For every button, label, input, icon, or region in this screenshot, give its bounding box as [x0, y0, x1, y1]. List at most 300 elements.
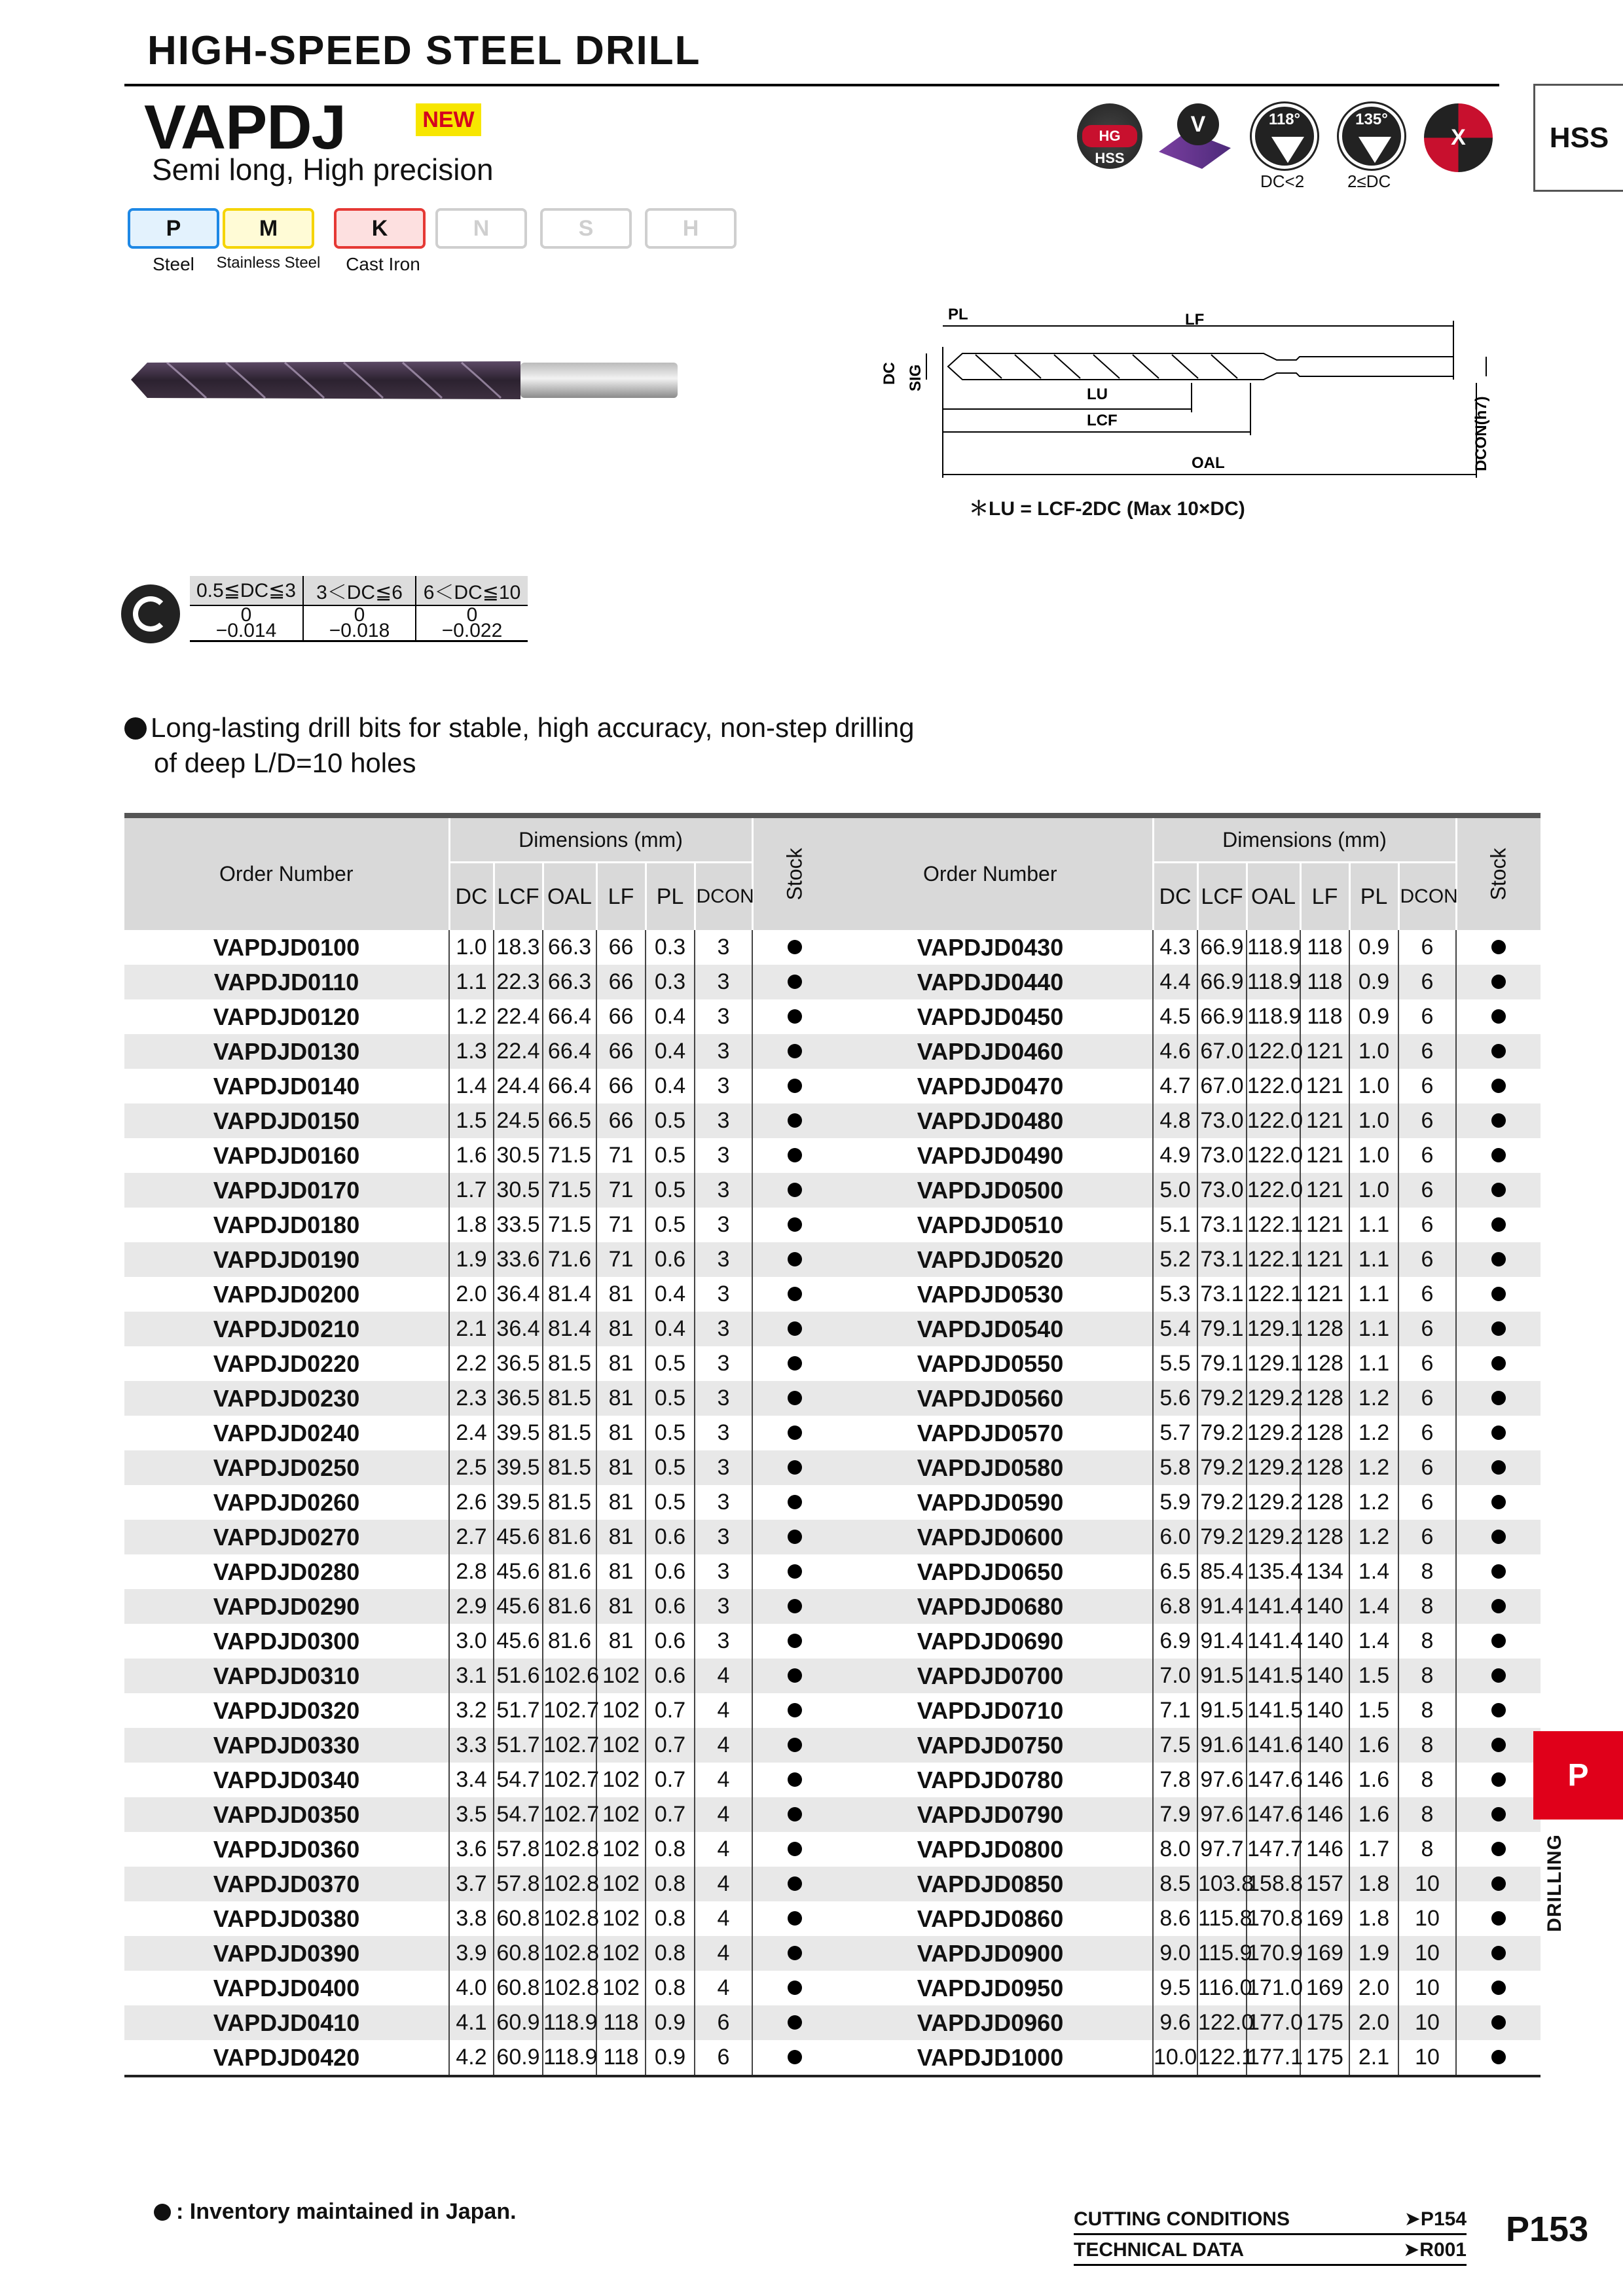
cell-pl: 0.4	[646, 1312, 695, 1346]
stock-cell	[1456, 965, 1541, 999]
material-tab-p[interactable]: P	[128, 208, 219, 249]
order-number[interactable]: VAPDJD0110	[213, 968, 359, 996]
cell-oal: 118.9	[543, 2040, 596, 2076]
table-row	[124, 1971, 837, 2005]
section-label	[1532, 1833, 1611, 1931]
stock-dot-icon	[1491, 2050, 1506, 2064]
material-tab-n[interactable]: N	[435, 208, 527, 249]
cell-dc: 5.9	[1153, 1485, 1197, 1520]
cell-dcon: 6	[695, 2005, 752, 2040]
cell-lf: 121	[1300, 1138, 1349, 1173]
cell-lcf: 66.9	[1197, 965, 1247, 999]
cell-oal: 170.9	[1247, 1936, 1300, 1971]
table-row	[124, 1485, 837, 1520]
cell-lcf: 97.6	[1197, 1797, 1247, 1832]
order-number[interactable]: VAPDJD0200	[213, 1280, 360, 1308]
cell-pl: 0.9	[1349, 930, 1398, 965]
cell-pl: 0.9	[1349, 965, 1398, 999]
stock-dot-icon	[1491, 1703, 1506, 1717]
table-row	[124, 1693, 837, 1728]
hg-hss-icon	[1077, 103, 1142, 169]
order-number[interactable]: VAPDJD0250	[213, 1454, 360, 1481]
cell-pl: 1.8	[1349, 1901, 1398, 1936]
order-number[interactable]: VAPDJD0240	[213, 1419, 360, 1446]
order-number[interactable]: VAPDJD0530	[917, 1280, 1064, 1308]
table-row	[828, 1173, 1541, 1208]
cell-lcf: 91.4	[1197, 1589, 1247, 1624]
cell-lcf: 57.8	[494, 1832, 543, 1867]
cell-dcon: 8	[1398, 1728, 1456, 1763]
cell-dc: 1.5	[449, 1103, 494, 1138]
order-number[interactable]: VAPDJD0300	[213, 1627, 360, 1655]
tol-value	[416, 605, 528, 641]
order-number[interactable]: VAPDJD0570	[917, 1419, 1064, 1446]
cell-dc: 4.1	[449, 2005, 494, 2040]
order-number[interactable]: VAPDJD0550	[917, 1350, 1064, 1377]
cell-dcon: 10	[1398, 1901, 1456, 1936]
cell-lf: 81	[596, 1277, 646, 1312]
order-number[interactable]: VAPDJD0510	[917, 1211, 1064, 1238]
stock-cell	[1456, 1520, 1541, 1554]
order-number[interactable]: VAPDJD0540	[917, 1315, 1064, 1342]
cell-oal: 81.5	[543, 1381, 596, 1416]
cell-oal: 102.8	[543, 1971, 596, 2005]
order-number[interactable]: VAPDJD0450	[917, 1003, 1064, 1030]
order-number[interactable]: VAPDJD0380	[213, 1905, 360, 1932]
stock-cell	[752, 1346, 837, 1381]
cell-dc: 4.2	[449, 2040, 494, 2076]
cell-lcf: 79.2	[1197, 1381, 1247, 1416]
cell-dc: 2.0	[449, 1277, 494, 1312]
order-number[interactable]: VAPDJD0590	[917, 1488, 1064, 1516]
cell-dc: 3.5	[449, 1797, 494, 1832]
material-label: Cast Iron	[346, 254, 420, 274]
order-number[interactable]: VAPDJD0190	[213, 1246, 360, 1273]
stock-dot-icon	[1491, 1981, 1506, 1995]
order-number[interactable]: VAPDJD0800	[917, 1835, 1064, 1863]
order-number[interactable]: VAPDJD0360	[213, 1835, 360, 1863]
cell-oal: 81.4	[543, 1277, 596, 1312]
stock-cell	[1456, 1901, 1541, 1936]
order-number[interactable]: VAPDJD0650	[917, 1558, 1064, 1585]
col-header-dc: DC	[449, 863, 494, 931]
table-row	[828, 999, 1541, 1034]
cell-lf: 102	[596, 1797, 646, 1832]
tolerance-table	[190, 576, 528, 642]
cell-oal: 129.2	[1247, 1416, 1300, 1450]
order-number[interactable]: VAPDJD0280	[213, 1558, 360, 1585]
table-row	[828, 1901, 1541, 1936]
cell-oal: 141.5	[1247, 1659, 1300, 1693]
material-label: Stainless Steel	[216, 254, 321, 272]
tol-lower: −0.018	[329, 620, 390, 641]
cell-lcf: 39.5	[494, 1485, 543, 1520]
stock-cell	[1456, 1624, 1541, 1659]
order-number[interactable]: VAPDJD0130	[213, 1037, 360, 1065]
table-row	[124, 1277, 837, 1312]
cell-lf: 157	[1300, 1867, 1349, 1901]
cell-oal: 158.8	[1247, 1867, 1300, 1901]
cell-lcf: 122.1	[1197, 2040, 1247, 2076]
stock-dot-icon	[1491, 1634, 1506, 1648]
order-number[interactable]: VAPDJD0520	[917, 1246, 1064, 1273]
cell-lcf: 30.5	[494, 1173, 543, 1208]
stock-cell	[1456, 1867, 1541, 1901]
cell-dcon: 8	[1398, 1693, 1456, 1728]
order-number[interactable]: VAPDJD0310	[213, 1662, 360, 1689]
angle2-label: 135°	[1355, 111, 1388, 128]
stock-cell	[752, 999, 837, 1034]
cell-lcf: 79.2	[1197, 1450, 1247, 1485]
material-tab-k[interactable]: K	[334, 208, 426, 249]
cell-pl: 1.0	[1349, 1173, 1398, 1208]
stock-cell	[752, 2040, 837, 2076]
stock-cell	[1456, 1034, 1541, 1069]
order-number[interactable]: VAPDJD0150	[213, 1107, 360, 1134]
cell-dc: 6.5	[1153, 1554, 1197, 1589]
cell-lf: 81	[596, 1346, 646, 1381]
cell-pl: 1.1	[1349, 1346, 1398, 1381]
cell-lf: 81	[596, 1520, 646, 1554]
link-label: CUTTING CONDITIONS	[1074, 2208, 1290, 2230]
order-number[interactable]: VAPDJD0900	[917, 1939, 1064, 1967]
cell-lf: 121	[1300, 1034, 1349, 1069]
cell-lcf: 39.5	[494, 1416, 543, 1450]
order-number[interactable]: VAPDJD0700	[917, 1662, 1064, 1689]
order-number[interactable]: VAPDJD0950	[917, 1974, 1064, 2001]
cell-pl: 0.5	[646, 1346, 695, 1381]
cell-lcf: 67.0	[1197, 1034, 1247, 1069]
stock-dot-icon	[1491, 1321, 1506, 1336]
stock-dot-icon	[788, 1564, 802, 1579]
cell-lcf: 91.5	[1197, 1659, 1247, 1693]
cell-dcon: 4	[695, 1971, 752, 2005]
cell-dc: 2.4	[449, 1416, 494, 1450]
stock-dot-icon	[788, 975, 802, 989]
order-number[interactable]: VAPDJD0470	[917, 1072, 1064, 1100]
stock-dot-icon	[788, 1079, 802, 1093]
table-row	[124, 1554, 837, 1589]
cell-pl: 2.1	[1349, 2040, 1398, 2076]
table-row	[828, 1832, 1541, 1867]
col-header-oal: OAL	[1247, 863, 1300, 931]
order-number-header: Order Number	[828, 818, 1153, 930]
stock-cell	[752, 2005, 837, 2040]
x-thinning-icon: X	[1424, 103, 1493, 172]
cell-dcon: 4	[695, 1832, 752, 1867]
cell-dcon: 6	[1398, 1450, 1456, 1485]
cell-oal: 129.2	[1247, 1450, 1300, 1485]
stock-cell	[1456, 1554, 1541, 1589]
stock-dot-icon	[1491, 1564, 1506, 1579]
cell-lcf: 36.5	[494, 1346, 543, 1381]
cell-oal: 71.5	[543, 1138, 596, 1173]
stock-cell	[1456, 2005, 1541, 2040]
stock-dot-icon	[1491, 1391, 1506, 1405]
cell-lf: 81	[596, 1416, 646, 1450]
link-cutting-conditions[interactable]	[1074, 2204, 1467, 2235]
order-number[interactable]: VAPDJD0860	[917, 1905, 1064, 1932]
cell-oal: 102.7	[543, 1728, 596, 1763]
cell-oal: 81.6	[543, 1624, 596, 1659]
cell-pl: 0.5	[646, 1173, 695, 1208]
tol-upper: 0	[354, 604, 365, 626]
cell-pl: 2.0	[1349, 2005, 1398, 2040]
cell-pl: 0.4	[646, 1277, 695, 1312]
stock-cell	[752, 1416, 837, 1450]
diagram-dcon: DCON(h7)	[1472, 396, 1490, 471]
cell-oal: 66.4	[543, 999, 596, 1034]
table-row	[124, 1728, 837, 1763]
cell-pl: 0.5	[646, 1208, 695, 1242]
table-row	[124, 1173, 837, 1208]
order-number[interactable]: VAPDJD0350	[213, 1801, 360, 1828]
cell-lf: 169	[1300, 1971, 1349, 2005]
cell-dcon: 3	[695, 1138, 752, 1173]
cell-dcon: 8	[1398, 1659, 1456, 1693]
cell-pl: 0.5	[646, 1485, 695, 1520]
order-number[interactable]: VAPDJD0960	[917, 2009, 1064, 2036]
table-row	[828, 1659, 1541, 1693]
cell-lf: 118	[1300, 965, 1349, 999]
stock-cell	[1456, 1242, 1541, 1277]
cell-lcf: 60.8	[494, 1971, 543, 2005]
inventory-note	[154, 2199, 517, 2225]
cell-lcf: 36.5	[494, 1381, 543, 1416]
cell-dcon: 3	[695, 1346, 752, 1381]
cell-oal: 102.6	[543, 1659, 596, 1693]
cell-lcf: 66.9	[1197, 930, 1247, 965]
table-row	[828, 1346, 1541, 1381]
table-row	[124, 1416, 837, 1450]
cell-lcf: 73.0	[1197, 1103, 1247, 1138]
material-tab-s[interactable]: S	[540, 208, 632, 249]
cell-dc: 1.4	[449, 1069, 494, 1103]
order-number[interactable]: VAPDJD0370	[213, 1870, 360, 1897]
cell-lf: 175	[1300, 2040, 1349, 2076]
order-number[interactable]: VAPDJD0220	[213, 1350, 360, 1377]
cell-dc: 4.7	[1153, 1069, 1197, 1103]
stock-cell	[1456, 2040, 1541, 2076]
stock-dot-icon	[788, 1911, 802, 1926]
tol-range: 6＜DC≦10	[416, 576, 528, 605]
feature-line2: of deep L/D=10 holes	[154, 747, 416, 778]
stock-cell	[752, 1936, 837, 1971]
col-header-lcf: LCF	[494, 863, 543, 931]
order-number[interactable]: VAPDJD0120	[213, 1003, 360, 1030]
cell-lcf: 79.1	[1197, 1312, 1247, 1346]
order-number[interactable]: VAPDJD0390	[213, 1939, 360, 1967]
cell-lf: 81	[596, 1450, 646, 1485]
order-number[interactable]: VAPDJD0850	[917, 1870, 1064, 1897]
material-tab-h[interactable]: H	[645, 208, 737, 249]
cell-lf: 134	[1300, 1554, 1349, 1589]
cell-lcf: 51.6	[494, 1659, 543, 1693]
hg-hss-label: HG HSS	[1082, 125, 1137, 147]
order-number[interactable]: VAPDJD0420	[213, 2043, 360, 2071]
stock-dot-icon	[788, 1842, 802, 1856]
cell-oal: 122.0	[1247, 1138, 1300, 1173]
table-row	[124, 1624, 837, 1659]
section-tab-p[interactable]: P	[1533, 1731, 1623, 1820]
bullet-icon	[124, 717, 147, 740]
cell-dcon: 10	[1398, 1936, 1456, 1971]
stock-cell	[1456, 1138, 1541, 1173]
order-number[interactable]: VAPDJD0160	[213, 1141, 360, 1169]
cell-oal: 122.0	[1247, 1103, 1300, 1138]
stock-cell	[752, 930, 837, 965]
link-technical-data[interactable]	[1074, 2235, 1467, 2266]
tol-lower: −0.022	[441, 620, 503, 641]
order-number[interactable]: VAPDJD0290	[213, 1592, 360, 1620]
cell-dcon: 6	[1398, 1173, 1456, 1208]
cell-lcf: 24.4	[494, 1069, 543, 1103]
order-number[interactable]: VAPDJD0180	[213, 1211, 360, 1238]
cell-pl: 0.3	[646, 965, 695, 999]
cell-oal: 147.6	[1247, 1763, 1300, 1797]
table-row	[124, 1312, 837, 1346]
order-number[interactable]: VAPDJD0400	[213, 1974, 360, 2001]
cell-lf: 140	[1300, 1624, 1349, 1659]
cell-oal: 141.4	[1247, 1589, 1300, 1624]
tol-lower: −0.014	[215, 620, 277, 641]
cell-pl: 0.9	[1349, 999, 1398, 1034]
cell-pl: 0.6	[646, 1242, 695, 1277]
stock-dot-icon	[788, 1113, 802, 1128]
order-number[interactable]: VAPDJD0210	[213, 1315, 360, 1342]
table-row	[828, 1485, 1541, 1520]
cell-pl: 0.7	[646, 1797, 695, 1832]
cell-pl: 1.0	[1349, 1069, 1398, 1103]
order-number[interactable]: VAPDJD0460	[917, 1037, 1064, 1065]
order-number[interactable]: VAPDJD0340	[213, 1766, 360, 1793]
order-number[interactable]: VAPDJD0680	[917, 1592, 1064, 1620]
stock-dot-icon	[1491, 1079, 1506, 1093]
hss-side-label: HSS	[1533, 84, 1623, 192]
order-number[interactable]: VAPDJD0690	[917, 1627, 1064, 1655]
reference-links	[1074, 2204, 1467, 2266]
order-number[interactable]: VAPDJD0490	[917, 1141, 1064, 1169]
stock-cell	[752, 1693, 837, 1728]
order-number[interactable]: VAPDJD1000	[917, 2043, 1064, 2071]
cell-lcf: 51.7	[494, 1693, 543, 1728]
cell-oal: 71.6	[543, 1242, 596, 1277]
order-number[interactable]: VAPDJD0780	[917, 1766, 1064, 1793]
stock-dot-icon	[788, 1183, 802, 1197]
stock-cell	[752, 1034, 837, 1069]
stock-dot-icon	[788, 1391, 802, 1405]
tol-value	[190, 605, 303, 641]
cell-dcon: 3	[695, 1624, 752, 1659]
stock-dot-icon	[788, 1668, 802, 1683]
cell-dcon: 3	[695, 1312, 752, 1346]
stock-header	[752, 818, 837, 930]
cell-dcon: 4	[695, 1901, 752, 1936]
stock-dot-icon	[788, 1009, 802, 1024]
cell-lf: 102	[596, 1659, 646, 1693]
stock-cell	[752, 1208, 837, 1242]
cell-lcf: 116.0	[1197, 1971, 1247, 2005]
cell-oal: 81.5	[543, 1450, 596, 1485]
order-number[interactable]: VAPDJD0100	[213, 933, 360, 961]
cell-dcon: 10	[1398, 1971, 1456, 2005]
table-row	[828, 1242, 1541, 1277]
stock-cell	[752, 1624, 837, 1659]
cell-lcf: 73.0	[1197, 1138, 1247, 1173]
order-number[interactable]: VAPDJD0270	[213, 1523, 360, 1551]
cell-dc: 4.4	[1153, 965, 1197, 999]
stock-dot-icon	[788, 1148, 802, 1162]
feature-text	[124, 710, 914, 781]
order-number[interactable]: VAPDJD0480	[917, 1107, 1064, 1134]
cell-lcf: 103.8	[1197, 1867, 1247, 1901]
table-row	[828, 2040, 1541, 2076]
cell-lf: 140	[1300, 1693, 1349, 1728]
stock-dot-icon	[788, 1876, 802, 1891]
order-number[interactable]: VAPDJD0790	[917, 1801, 1064, 1828]
cell-dc: 7.5	[1153, 1728, 1197, 1763]
order-number[interactable]: VAPDJD0580	[917, 1454, 1064, 1481]
cell-dcon: 3	[695, 1069, 752, 1103]
link-ref: ➤P154	[1404, 2208, 1467, 2230]
point-angle-135-icon	[1339, 103, 1404, 169]
cell-lcf: 51.7	[494, 1728, 543, 1763]
cell-lf: 121	[1300, 1208, 1349, 1242]
order-number[interactable]: VAPDJD0430	[917, 933, 1064, 961]
order-number[interactable]: VAPDJD0170	[213, 1176, 360, 1204]
order-number[interactable]: VAPDJD0440	[917, 968, 1064, 996]
cell-dcon: 10	[1398, 2040, 1456, 2076]
stock-dot-icon	[788, 1981, 802, 1995]
cell-oal: 81.5	[543, 1485, 596, 1520]
cell-dc: 7.9	[1153, 1797, 1197, 1832]
tol-upper: 0	[466, 604, 478, 626]
cell-lf: 71	[596, 1173, 646, 1208]
cell-dcon: 6	[1398, 1346, 1456, 1381]
order-number[interactable]: VAPDJD0560	[917, 1384, 1064, 1412]
cell-dcon: 4	[695, 1936, 752, 1971]
cell-oal: 177.0	[1247, 2005, 1300, 2040]
cell-oal: 129.2	[1247, 1485, 1300, 1520]
order-number[interactable]: VAPDJD0710	[917, 1696, 1064, 1724]
cell-pl: 1.0	[1349, 1034, 1398, 1069]
cell-oal: 129.2	[1247, 1381, 1300, 1416]
order-number[interactable]: VAPDJD0260	[213, 1488, 360, 1516]
cell-lcf: 115.9	[1197, 1936, 1247, 1971]
cell-lf: 118	[1300, 999, 1349, 1034]
cell-pl: 0.6	[646, 1589, 695, 1624]
link-ref: ➤R001	[1403, 2239, 1467, 2261]
cell-lf: 128	[1300, 1346, 1349, 1381]
order-number[interactable]: VAPDJD0140	[213, 1072, 360, 1100]
cell-pl: 1.1	[1349, 1312, 1398, 1346]
order-number[interactable]: VAPDJD0320	[213, 1696, 360, 1724]
order-number[interactable]: VAPDJD0750	[917, 1731, 1064, 1759]
table-row	[124, 999, 837, 1034]
order-number[interactable]: VAPDJD0500	[917, 1176, 1064, 1204]
cell-dc: 5.0	[1153, 1173, 1197, 1208]
order-number[interactable]: VAPDJD0330	[213, 1731, 360, 1759]
order-number[interactable]: VAPDJD0600	[917, 1523, 1064, 1551]
material-tab-m[interactable]: M	[223, 208, 314, 249]
stock-dot-icon	[1491, 1807, 1506, 1821]
stock-dot-icon	[1491, 2015, 1506, 2030]
order-number[interactable]: VAPDJD0230	[213, 1384, 360, 1412]
drill-photo	[128, 353, 691, 406]
order-number[interactable]: VAPDJD0410	[213, 2009, 360, 2036]
cell-lf: 140	[1300, 1589, 1349, 1624]
cell-lf: 66	[596, 965, 646, 999]
